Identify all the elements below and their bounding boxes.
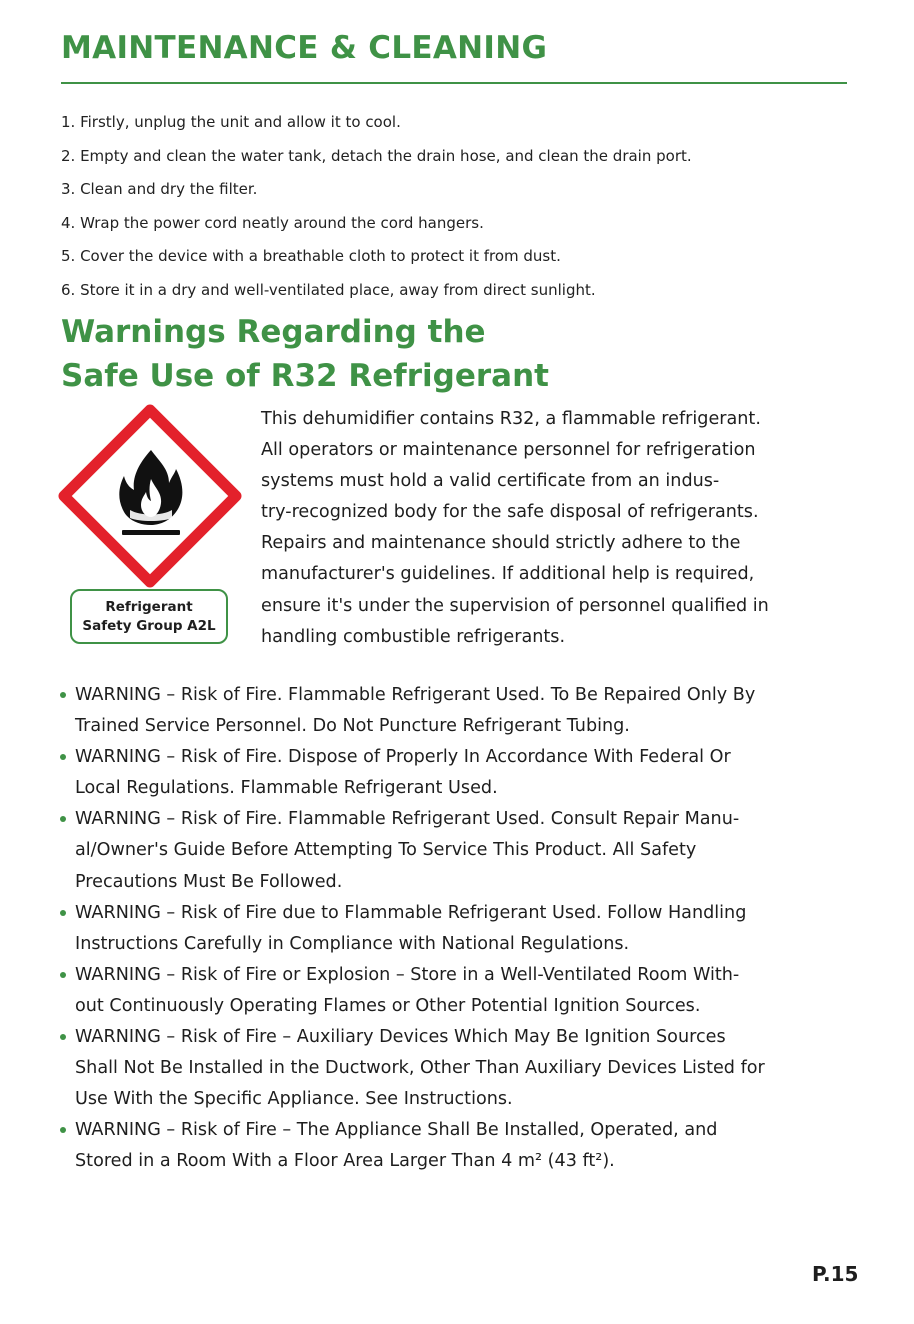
list-item: 5. Cover the device with a breathable cloth to protect it from dust. <box>61 247 561 266</box>
warning-line: Stored in a Room With a Floor Area Larger Than 4 m² (43 ft²). <box>75 1151 615 1172</box>
list-item <box>58 680 858 742</box>
intro-line: This dehumidifier contains R32, a flammable refrigerant. <box>261 409 761 429</box>
warning-line: Trained Service Personnel. Do Not Puncture Refrigerant Tubing. <box>75 716 630 737</box>
list-item <box>58 898 858 960</box>
page-number: P.15 <box>812 1262 859 1286</box>
warning-line: WARNING – Risk of Fire or Explosion – Store in a Well-Ventilated Room With- <box>75 964 740 985</box>
warnings-list <box>58 680 858 1178</box>
bullet-icon <box>60 692 66 698</box>
warning-line: out Continuously Operating Flames or Other Potential Ignition Sources. <box>75 995 701 1016</box>
intro-line: All operators or maintenance personnel for refrigeration <box>261 440 756 461</box>
list-item: 2. Empty and clean the water tank, detach the drain hose, and clean the drain port. <box>61 146 692 165</box>
list-item <box>58 742 858 804</box>
warning-line: WARNING – Risk of Fire due to Flammable Refrigerant Used. Follow Handling <box>75 902 747 923</box>
list-item <box>58 1115 858 1177</box>
list-item <box>58 960 858 1022</box>
refrigerant-intro <box>261 404 851 653</box>
badge-label: Refrigerant <box>105 598 193 615</box>
warnings-title <box>61 310 549 398</box>
list-item <box>58 1022 858 1115</box>
bullet-icon <box>60 1034 66 1040</box>
bullet-icon <box>60 754 66 760</box>
warning-line: Use With the Specific Appliance. See Instructions. <box>75 1089 513 1110</box>
warning-line: Instructions Carefully in Compliance with National Regulations. <box>75 933 630 954</box>
warnings-title-line: Warnings Regarding the <box>61 314 486 350</box>
bullet-icon <box>60 1127 66 1133</box>
warning-line: WARNING – Risk of Fire. Dispose of Properly In Accordance With Federal Or <box>75 747 731 768</box>
intro-line: handling combustible refrigerants. <box>261 626 566 647</box>
warning-line: WARNING – Risk of Fire – Auxiliary Devices Which May Be Ignition Sources <box>75 1027 726 1048</box>
bullet-icon <box>60 816 66 822</box>
warning-line: Precautions Must Be Followed. <box>75 871 343 892</box>
title-divider <box>61 82 847 84</box>
warning-line: Shall Not Be Installed in the Ductwork, Other Than Auxiliary Devices Listed for <box>75 1058 765 1079</box>
safety-group-badge <box>70 589 228 644</box>
intro-line: Repairs and maintenance should strictly adhere to the <box>261 533 741 554</box>
intro-line: manufacturer's guidelines. If additional help is required, <box>261 564 755 585</box>
list-item: 3. Clean and dry the filter. <box>61 180 258 199</box>
warning-line: WARNING – Risk of Fire – The Appliance Shall Be Installed, Operated, and <box>75 1120 718 1141</box>
warning-line: WARNING – Risk of Fire. Flammable Refrigerant Used. Consult Repair Manu- <box>75 809 740 830</box>
list-item: 4. Wrap the power cord neatly around the cord hangers. <box>61 213 484 232</box>
list-item: 1. Firstly, unplug the unit and allow it to cool. <box>61 113 401 131</box>
list-item <box>58 804 858 897</box>
maintenance-steps <box>61 106 861 308</box>
warning-line: WARNING – Risk of Fire. Flammable Refrigerant Used. To Be Repaired Only By <box>75 685 756 705</box>
bullet-icon <box>60 910 66 916</box>
warning-line: Local Regulations. Flammable Refrigerant Used. <box>75 778 498 799</box>
intro-line: try-recognized body for the safe disposal of refrigerants. <box>261 502 759 523</box>
intro-line: systems must hold a valid certificate from an indus- <box>261 471 720 492</box>
warnings-title-line: Safe Use of R32 Refrigerant <box>61 358 549 394</box>
flammable-hazard-icon <box>58 404 242 588</box>
list-item: 6. Store it in a dry and well-ventilated place, away from direct sunlight. <box>61 280 596 299</box>
warning-line: al/Owner's Guide Before Attempting To Service This Product. All Safety <box>75 840 697 861</box>
intro-line: ensure it's under the supervision of personnel qualified in <box>261 595 769 616</box>
bullet-icon <box>60 972 66 978</box>
badge-label: Safety Group A2L <box>82 617 216 634</box>
maintenance-title: MAINTENANCE & CLEANING <box>61 30 548 66</box>
